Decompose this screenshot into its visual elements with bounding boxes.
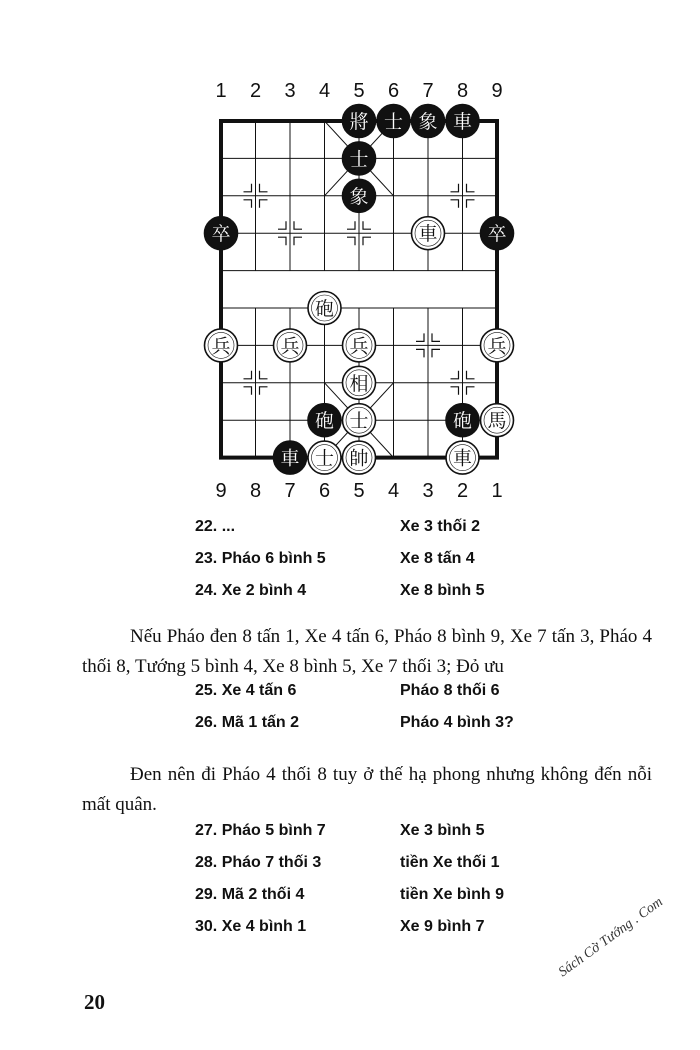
red-soldier-file9-piece	[205, 329, 238, 362]
page-number: 20	[84, 990, 105, 1014]
board-pieces	[205, 105, 514, 475]
move-red: 24. Xe 2 bình 4	[195, 582, 307, 599]
piece-char: 相	[349, 372, 369, 395]
piece-char: 士	[314, 447, 335, 470]
position-marker	[244, 200, 252, 208]
file-number-bottom: 3	[422, 480, 434, 500]
move-row	[195, 918, 615, 940]
position-marker	[432, 349, 440, 357]
file-number-top: 5	[353, 80, 365, 102]
black-elephant-center-piece	[343, 179, 376, 212]
move-row	[195, 682, 615, 704]
file-number-top: 6	[387, 80, 400, 102]
red-advisor-center-piece	[343, 404, 376, 437]
black-elephant-top-piece	[412, 105, 445, 138]
file-number-top: 9	[491, 80, 503, 102]
move-red: 22. ...	[195, 518, 236, 535]
red-soldier-file7-piece	[274, 329, 307, 362]
file-number-bottom: 9	[215, 480, 227, 500]
piece-char: 馬	[487, 410, 507, 433]
move-black: Pháo 4 bình 3?	[400, 714, 514, 731]
red-advisor-bottom-piece	[308, 441, 341, 474]
red-soldier-file1-piece	[481, 329, 514, 362]
xiangqi-board	[0, 0, 700, 500]
piece-char: 兵	[211, 335, 231, 358]
piece-char: 卒	[487, 223, 507, 246]
piece-char: 車	[452, 447, 473, 470]
position-marker	[347, 221, 355, 229]
position-marker	[244, 371, 252, 379]
red-soldier-file5-piece	[343, 329, 376, 362]
position-marker	[416, 349, 424, 357]
red-general-piece	[343, 441, 376, 474]
move-red: 28. Pháo 7 thối 3	[195, 854, 322, 871]
black-general-piece	[343, 105, 376, 138]
piece-char: 卒	[211, 223, 231, 246]
position-marker	[363, 237, 371, 245]
red-chariot-bottom-piece	[446, 441, 479, 474]
move-black: tiền Xe thối 1	[400, 854, 500, 871]
red-chariot-upper-piece	[412, 217, 445, 250]
move-red: 26. Mã 1 tấn 2	[195, 714, 300, 731]
move-black: Xe 8 tấn 4	[400, 550, 475, 567]
position-marker	[467, 387, 475, 395]
move-row	[195, 518, 615, 540]
black-soldier-left-piece	[205, 217, 238, 250]
piece-char: 士	[349, 410, 369, 433]
black-advisor-center-piece	[343, 142, 376, 175]
move-row	[195, 822, 615, 844]
file-number-bottom: 1	[491, 480, 503, 500]
position-marker	[260, 387, 268, 395]
move-black: Xe 9 bình 7	[400, 918, 485, 935]
position-marker	[244, 184, 252, 192]
file-number-bottom: 4	[387, 480, 400, 500]
piece-char: 兵	[487, 335, 507, 358]
position-marker	[278, 221, 286, 229]
piece-char: 車	[452, 111, 473, 133]
piece-char: 象	[418, 111, 438, 133]
piece-char: 將	[349, 111, 369, 133]
black-soldier-right-piece	[481, 217, 514, 250]
file-number-bottom: 2	[456, 480, 469, 500]
move-red: 23. Pháo 6 bình 5	[195, 550, 326, 567]
move-black: Pháo 8 thối 6	[400, 682, 500, 699]
black-cannon-left-piece	[308, 404, 341, 437]
position-marker	[451, 184, 459, 192]
move-row	[195, 714, 615, 736]
position-marker	[347, 237, 355, 245]
file-number-bottom: 5	[353, 480, 365, 500]
piece-char: 砲	[452, 410, 473, 433]
file-number-top: 7	[422, 80, 434, 102]
piece-char: 士	[383, 111, 404, 133]
piece-char: 砲	[314, 298, 335, 320]
position-marker	[294, 237, 302, 245]
red-cannon-river-piece	[308, 292, 341, 325]
black-advisor-top-piece	[377, 105, 410, 138]
piece-char: 士	[349, 148, 369, 171]
position-marker	[363, 221, 371, 229]
file-number-bottom: 8	[249, 480, 262, 500]
move-row	[195, 886, 615, 908]
file-number-top: 4	[318, 80, 331, 102]
watermark: Sách Cờ Tướng . Com	[556, 894, 666, 981]
piece-char: 車	[418, 223, 438, 246]
black-cannon-right-piece	[446, 404, 479, 437]
position-marker	[467, 371, 475, 379]
position-marker	[467, 184, 475, 192]
file-number-top: 3	[284, 80, 296, 102]
file-number-top: 8	[456, 80, 469, 102]
piece-char: 兵	[280, 335, 300, 358]
move-black: Xe 8 bình 5	[400, 582, 485, 599]
move-black: tiền Xe bình 9	[400, 886, 505, 903]
position-marker	[260, 371, 268, 379]
position-marker	[278, 237, 286, 245]
black-chariot-top-piece	[446, 105, 479, 138]
piece-char: 兵	[349, 335, 369, 358]
position-marker	[451, 387, 459, 395]
position-marker	[451, 371, 459, 379]
position-marker	[260, 184, 268, 192]
red-horse-piece	[481, 404, 514, 437]
move-red: 29. Mã 2 thối 4	[195, 886, 305, 903]
position-marker	[260, 200, 268, 208]
move-red: 25. Xe 4 tấn 6	[195, 682, 297, 699]
commentary-paragraph-1: Nếu Pháo đen 8 tấn 1, Xe 4 tấn 6, Pháo 8 bình 9, Xe 7 tấn 3, Pháo 4 thối 8, Tướng 5 bình 4, Xe 8 bình 5, Xe 7 thối 3; Đỏ ưu	[82, 626, 652, 677]
position-marker	[467, 200, 475, 208]
move-row	[195, 854, 615, 876]
position-marker	[432, 333, 440, 341]
piece-char: 車	[280, 447, 300, 470]
red-elephant-piece	[343, 366, 376, 399]
piece-char: 帥	[349, 447, 369, 470]
position-marker	[451, 200, 459, 208]
position-marker	[244, 387, 252, 395]
file-number-bottom: 7	[284, 480, 296, 500]
position-marker	[416, 333, 424, 341]
move-row	[195, 550, 615, 572]
piece-char: 砲	[314, 410, 335, 433]
move-red: 30. Xe 4 bình 1	[195, 918, 307, 935]
move-red: 27. Pháo 5 bình 7	[195, 822, 326, 839]
black-chariot-bottom-piece	[274, 441, 307, 474]
piece-char: 象	[349, 185, 369, 208]
file-number-bottom: 6	[318, 480, 331, 500]
file-number-top: 1	[215, 80, 227, 102]
position-marker	[294, 221, 302, 229]
commentary-paragraph-2: Đen nên đi Pháo 4 thối 8 tuy ở thế hạ phong nhưng không đến nỗi mất quân.	[82, 764, 652, 815]
move-black: Xe 3 bình 5	[400, 822, 485, 839]
move-black: Xe 3 thối 2	[400, 518, 481, 535]
move-row	[195, 582, 615, 604]
file-number-top: 2	[249, 80, 262, 102]
